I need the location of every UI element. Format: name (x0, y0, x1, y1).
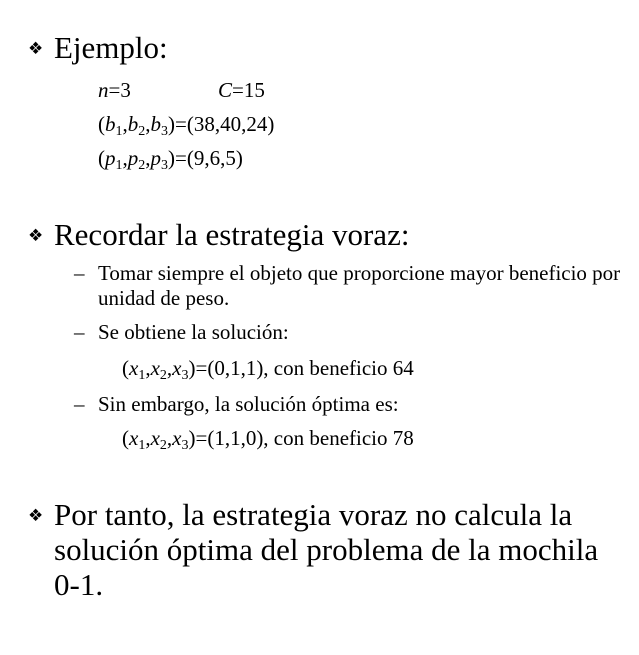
comma: , (166, 356, 173, 380)
subscript: 3 (161, 124, 168, 139)
greedy-rule-text: Tomar siempre el objeto que proporcione mayor beneficio por unidad de peso. (98, 261, 621, 310)
c-symbol: C (218, 78, 233, 102)
b-symbol: b (150, 112, 161, 136)
c-definition (218, 74, 265, 106)
bullet-diamond-icon: ❖ (28, 226, 44, 246)
paren-open: ( (98, 146, 105, 170)
conclusion-text: Por tanto, la estrategia voraz no calcula la solución óptima del problema de la mochila 0-1. (54, 497, 599, 602)
benefits-vector (98, 108, 274, 140)
x-symbol: x (129, 356, 139, 380)
paren-open: ( (98, 112, 105, 136)
subscript: 1 (138, 438, 146, 453)
p-symbol: p (150, 146, 161, 170)
comma: , (145, 112, 151, 136)
list-item-obtained-solution (74, 320, 624, 345)
list-item-optimal-solution (74, 392, 624, 417)
benefits-values: )=(38,40,24) (168, 112, 275, 136)
comma: , (166, 426, 173, 450)
recordar-section (28, 217, 629, 252)
obtained-solution-text: Se obtiene la solución: (98, 320, 289, 344)
optimal-solution-text: Sin embargo, la solución óptima es: (98, 392, 399, 416)
paren-open: ( (122, 356, 129, 380)
c-value: =15 (232, 78, 265, 102)
subscript: 3 (181, 438, 189, 453)
dash-marker: – (74, 261, 85, 285)
x-symbol: x (150, 426, 160, 450)
n-definition (98, 74, 131, 106)
subscript: 3 (161, 158, 168, 173)
subscript: 1 (115, 124, 123, 139)
weights-vector (98, 142, 243, 174)
optimal-solution-values: )=(1,1,0), con beneficio 78 (188, 426, 414, 450)
conclusion-section (28, 497, 629, 602)
bullet-diamond-icon: ❖ (28, 39, 44, 59)
subscript: 2 (159, 368, 167, 383)
subscript: 2 (159, 438, 167, 453)
comma: , (145, 426, 151, 450)
ejemplo-section (28, 30, 629, 65)
paren-open: ( (122, 426, 129, 450)
n-symbol: n (98, 78, 109, 102)
subscript: 2 (138, 124, 146, 139)
greedy-solution (122, 352, 414, 384)
p-symbol: p (105, 146, 116, 170)
ejemplo-heading: Ejemplo: (54, 30, 168, 65)
subscript: 1 (138, 368, 146, 383)
recordar-heading: Recordar la estrategia voraz: (54, 217, 410, 252)
x-symbol: x (129, 426, 139, 450)
greedy-solution-values: )=(0,1,1), con beneficio 64 (188, 356, 414, 380)
comma: , (122, 112, 128, 136)
n-value: =3 (108, 78, 131, 102)
subscript: 1 (115, 158, 123, 173)
subscript: 2 (138, 158, 146, 173)
dash-marker: – (74, 320, 85, 344)
b-symbol: b (127, 112, 139, 136)
x-symbol: x (172, 426, 182, 450)
bullet-diamond-icon: ❖ (28, 506, 44, 526)
b-symbol: b (105, 112, 116, 136)
comma: , (145, 146, 151, 170)
comma: , (145, 356, 151, 380)
dash-marker: – (74, 392, 85, 416)
x-symbol: x (172, 356, 182, 380)
comma: , (122, 146, 128, 170)
p-symbol: p (127, 146, 139, 170)
list-item-greedy-rule (74, 261, 624, 311)
x-symbol: x (150, 356, 160, 380)
weights-values: )=(9,6,5) (168, 146, 243, 170)
subscript: 3 (181, 368, 189, 383)
optimal-solution (122, 422, 414, 454)
